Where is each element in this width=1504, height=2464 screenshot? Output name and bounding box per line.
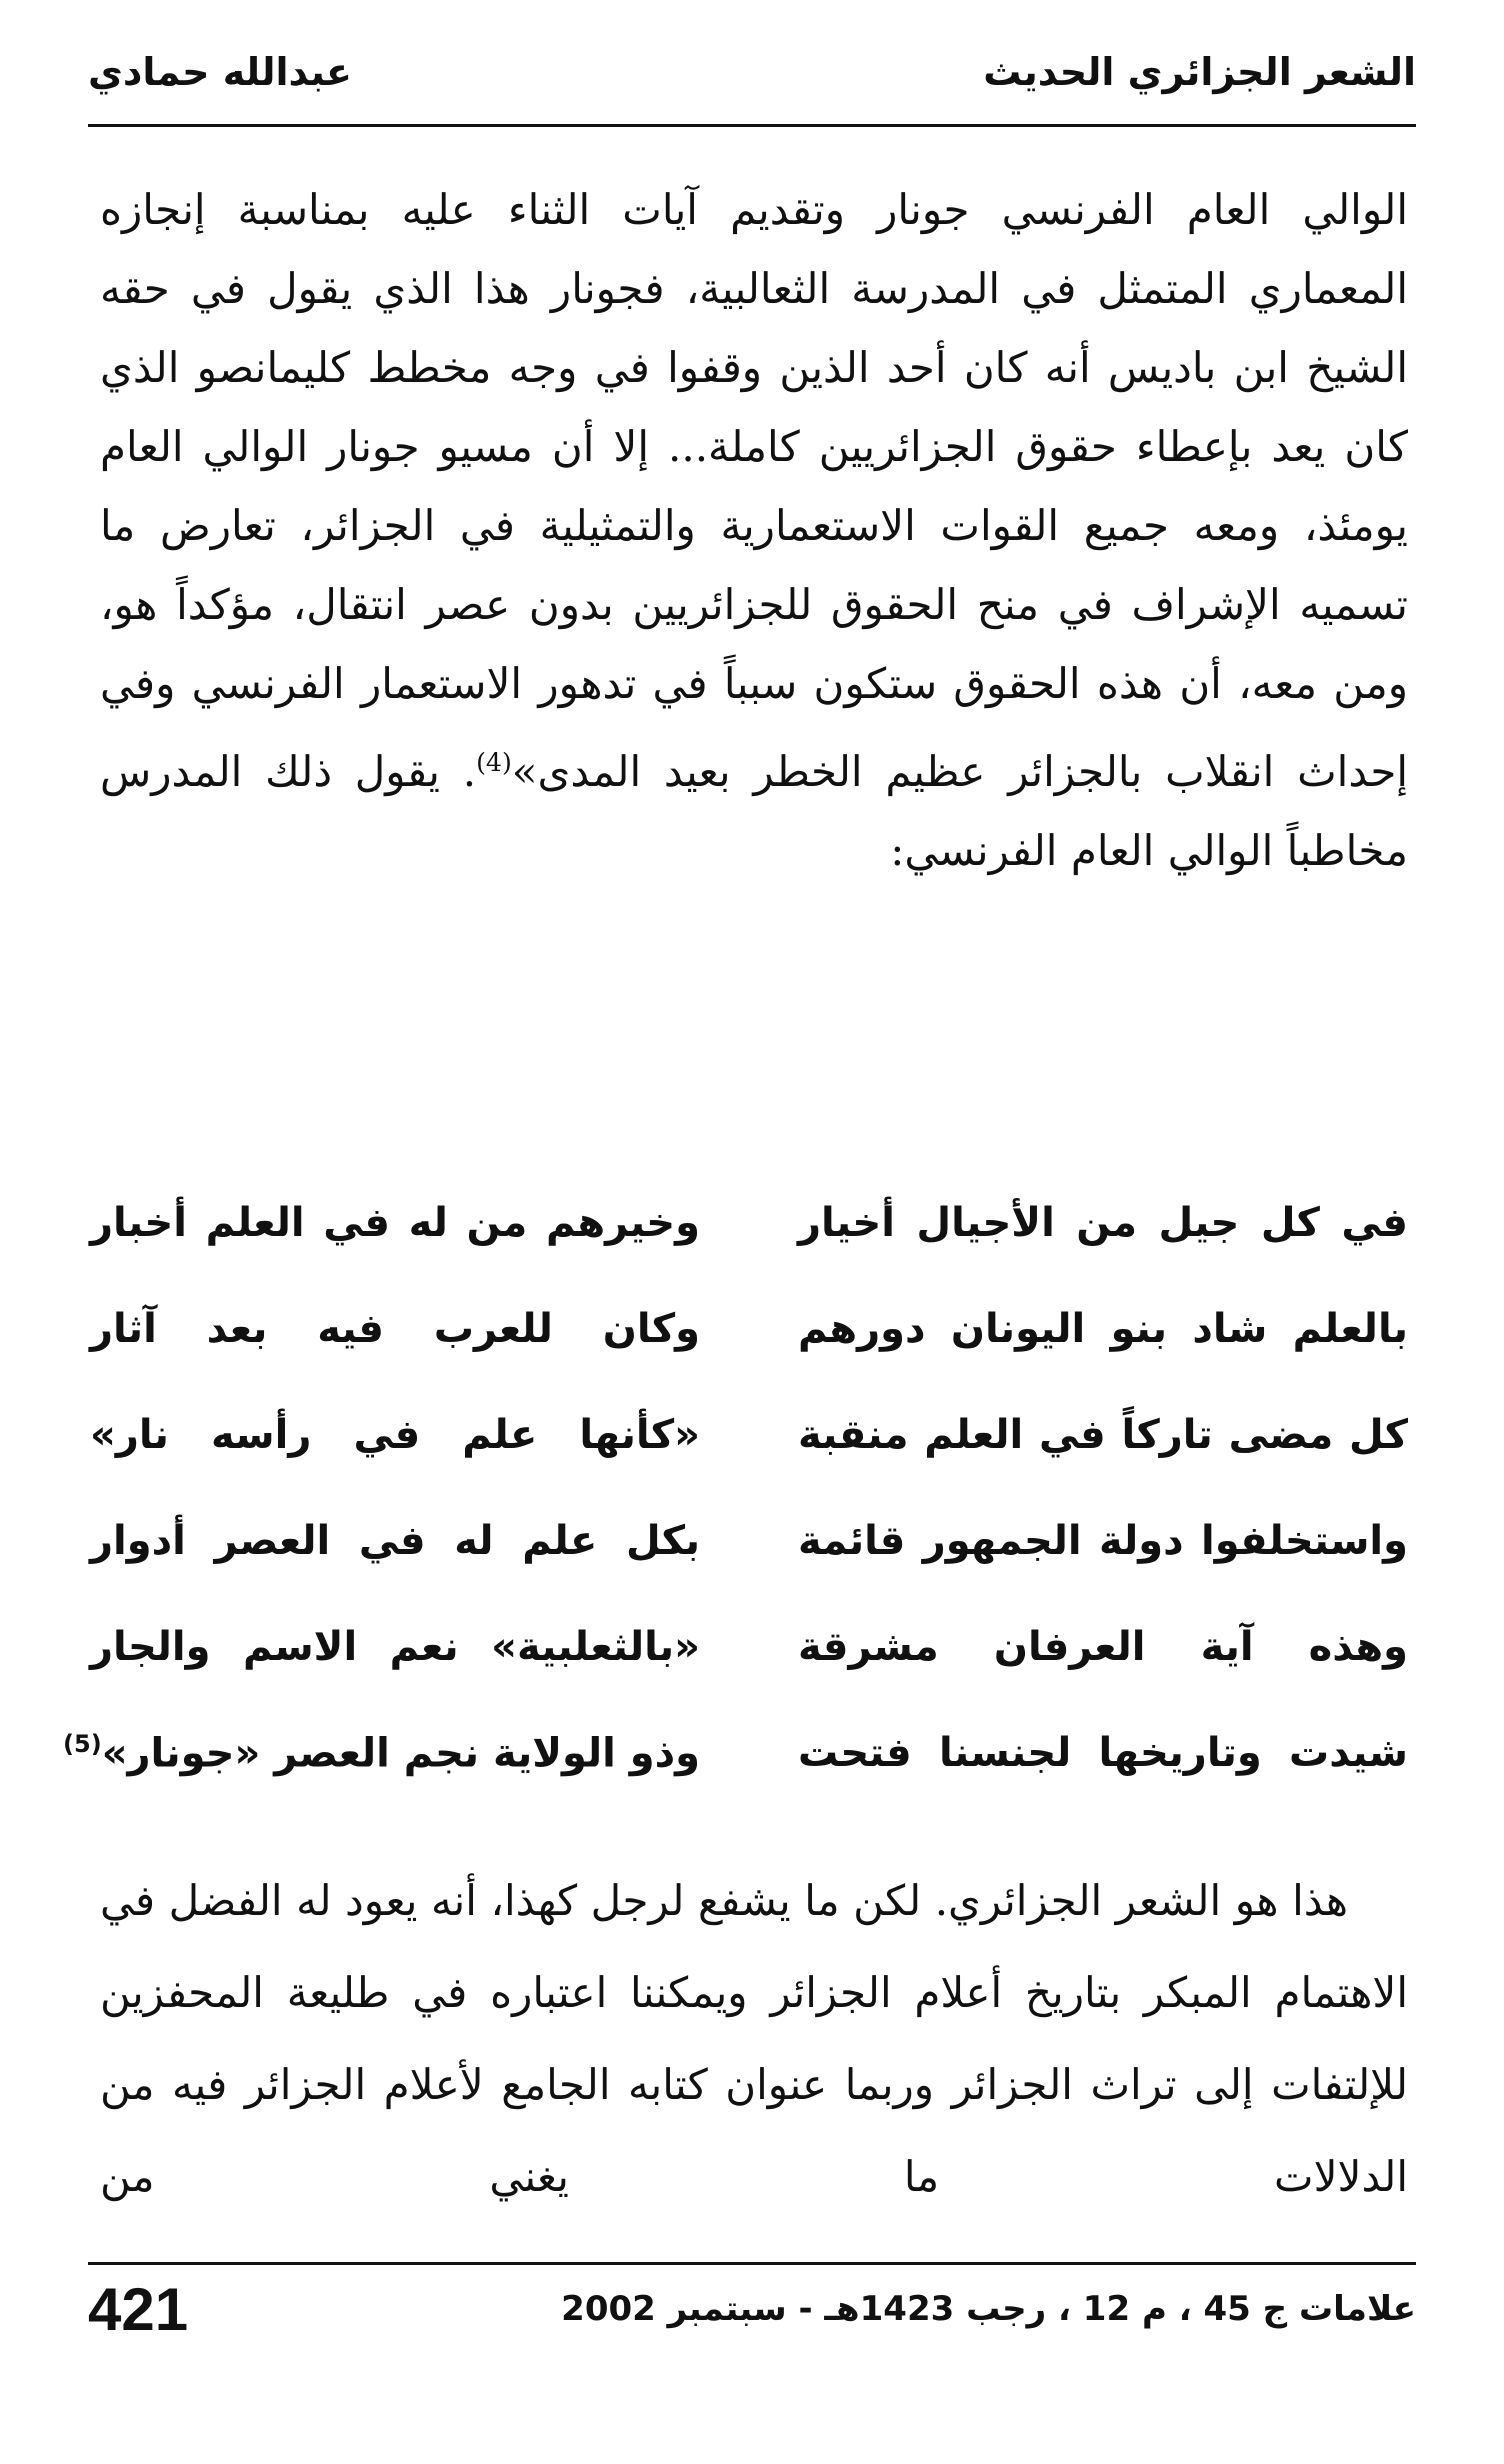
running-header (88, 40, 1416, 120)
verse-first-hemistich: وهذه آية العرفان مشرقة (798, 1624, 1408, 1670)
poem-verse (90, 1276, 1408, 1382)
page-footer (88, 2275, 1416, 2355)
footnote-ref-5: (5) (63, 1729, 102, 1758)
verse-second-hemistich-with-note (63, 1729, 700, 1777)
footnote-ref-4: (4) (476, 748, 512, 777)
paragraph-1 (100, 170, 1408, 890)
verse-first-hemistich: بالعلم شاد بنو اليونان دورهم (798, 1306, 1408, 1352)
poem-verse (90, 1170, 1408, 1276)
header-rule (88, 124, 1416, 127)
verse-second-hemistich: وخيرهم من له في العلم أخبار (90, 1200, 700, 1246)
main-text (100, 170, 1408, 890)
verse-second-hemistich: «بالثعلبية» نعم الاسم والجار (90, 1624, 700, 1670)
poem-verse (90, 1488, 1408, 1594)
poem-verse (63, 1700, 1408, 1806)
book-title: الشعر الجزائري الحديث (983, 50, 1416, 94)
poem (63, 1170, 1408, 1806)
verse-second-hemistich: وكان للعرب فيه بعد آثار (90, 1306, 700, 1352)
paragraph-2: هذا هو الشعر الجزائري. لكن ما يشفع لرجل كهذا، أنه يعود له الفضل في الاهتمام المبكر بتاريخ أعلام الجزائر ويمكننا اعتباره في طليعة المحفزين للإلتفات إلى تراث الجزائر وربما عنوان كتابه الجامع لأعلام الجزائر فيه من الدلالات ما يغني من (100, 1876, 1408, 2201)
verse-second-hemistich: «كأنها علم في رأسه نار» (90, 1412, 700, 1458)
verse-first-hemistich: كل مضى تاركاً في العلم منقبة (798, 1412, 1408, 1458)
poem-verse (90, 1594, 1408, 1700)
verse-first-hemistich: شيدت وتاريخها لجنسنا فتحت (798, 1730, 1408, 1776)
footer-rule (88, 2262, 1416, 2265)
main-text-continued (100, 1855, 1408, 2223)
verse-second-hemistich: وذو الولاية نجم العصر «جونار» (101, 1730, 700, 1777)
verse-first-hemistich: في كل جيل من الأجيال أخيار (798, 1200, 1408, 1246)
journal-info: علامات ج 45 ، م 12 ، رجب 1423هـ - سبتمبر 2002 (561, 2289, 1416, 2329)
paragraph-1-tail: . يقول ذلك المدرس مخاطباً الوالي العام الفرنسي: (100, 747, 1408, 875)
verse-first-hemistich: واستخلفوا دولة الجمهور قائمة (798, 1518, 1408, 1564)
paragraph-1-text: الوالي العام الفرنسي جونار وتقديم آيات الثناء عليه بمناسبة إنجازه المعماري المتمثل في المدرسة الثعالبية، فجونار هذا الذي يقول في حقه الشيخ ابن باديس أنه كان أحد الذين وقفوا في وجه مخطط كليمانصو الذي كان يعد بإعطاء حقوق الجزائريين كاملة... إلا أن مسيو جونار الوالي العام يومئذ، ومعه جميع القوات الاستعمارية والتمثيلية في الجزائر، تعارض ما تسميه الإشراف في منح الحقوق للجزائريين بدون عصر انتقال، مؤكداً هو، ومن معه، أن هذه الحقوق ستكون سبباً في تدهور الاستعمار الفرنسي وفي إحداث انقلاب بالجزائر عظيم الخطر بعيد المدى» (100, 185, 1408, 796)
poem-verse (90, 1382, 1408, 1488)
verse-second-hemistich: بكل علم له في العصر أدوار (90, 1518, 700, 1564)
page-number: 421 (88, 2276, 189, 2343)
author-name: عبدالله حمادي (88, 50, 352, 94)
